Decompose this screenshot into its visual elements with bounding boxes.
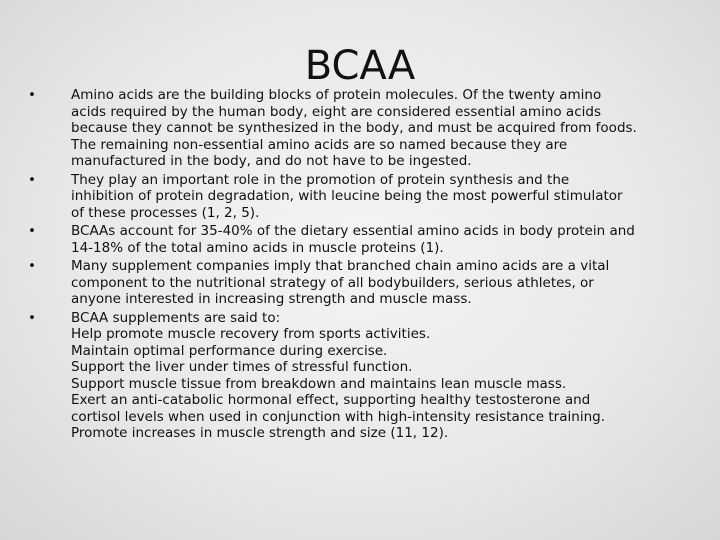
bullet-list: [28, 87, 688, 442]
bullet-text-line: of these processes (1, 2, 5).: [71, 204, 260, 221]
bullet-text-line: Amino acids are the building blocks of protein molecules. Of the twenty amino: [71, 87, 602, 103]
bullet-text-line: because they cannot be synthesized in the body, and must be acquired from foods.: [71, 120, 637, 136]
bullet-item: [28, 172, 688, 222]
slide-title: BCAA: [304, 43, 416, 89]
bullet-dot-icon: •: [28, 171, 36, 188]
bullet-text-line: Promote increases in muscle strength and size (11, 12).: [71, 425, 449, 441]
bullet-text-line: inhibition of protein degradation, with leucine being the most powerful stimulator: [71, 188, 623, 204]
bullet-text-line: Exert an anti-catabolic hormonal effect, supporting healthy testosterone and: [71, 392, 591, 408]
bullet-text-line: They play an important role in the promotion of protein synthesis and the: [71, 171, 570, 188]
bullet-text-line: anyone interested in increasing strength and muscle mass.: [71, 291, 472, 307]
bullet-dot-icon: •: [28, 87, 36, 103]
bullet-text-line: Support the liver under times of stressful function.: [71, 359, 413, 375]
bullet-dot-icon: •: [28, 258, 36, 274]
bullet-text-line: cortisol levels when used in conjunction with high-intensity resistance training.: [71, 408, 605, 425]
bullet-text-line: 14-18% of the total amino acids in muscle proteins (1).: [71, 239, 444, 256]
bullet-text-line: acids required by the human body, eight are considered essential amino acids: [71, 103, 601, 120]
bullet-text-line: component to the nutritional strategy of all bodybuilders, serious athletes, or: [71, 274, 594, 291]
bullet-text-line: manufactured in the body, and do not have to be ingested.: [71, 153, 472, 169]
bullet-item: [28, 258, 688, 308]
bullet-dot-icon: •: [28, 309, 36, 326]
bullet-text-line: Many supplement companies imply that branched chain amino acids are a vital: [71, 258, 610, 274]
bullet-text-line: The remaining non-essential amino acids are so named because they are: [71, 136, 568, 153]
bullet-text-line: BCAAs account for 35-40% of the dietary essential amino acids in body protein and: [71, 223, 635, 239]
bullet-dot-icon: •: [28, 223, 36, 239]
bullet-text-line: BCAA supplements are said to:: [71, 309, 281, 326]
bullet-text-line: Help promote muscle recovery from sports activities.: [71, 326, 431, 342]
bullet-text-line: Support muscle tissue from breakdown and maintains lean muscle mass.: [71, 375, 567, 392]
bullet-item: [28, 310, 688, 442]
bullet-item: [28, 223, 688, 256]
bullet-item: [28, 87, 688, 170]
bullet-text-line: Maintain optimal performance during exercise.: [71, 342, 388, 359]
